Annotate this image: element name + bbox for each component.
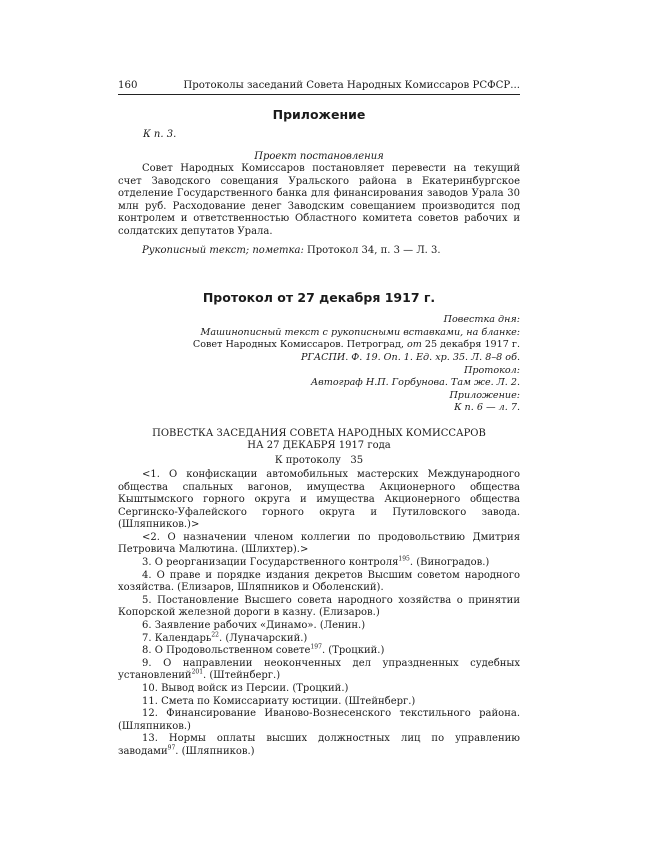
source-line-7: Приложение: xyxy=(449,389,520,401)
source-line-4: РГАСПИ. Ф. 19. Оп. 1. Ед. хр. 35. Л. 8–8 об. xyxy=(301,351,520,363)
to-protocol: К протоколу 35 xyxy=(274,454,364,466)
agenda-item: 4. О праве и порядке издания декретов Высшим советом народного хозяйства. (Елизаров, Шляпников и Оболенский). xyxy=(118,569,520,594)
agenda-item: 13. Нормы оплаты высших должностных лиц по управлению заводами$^{97}$. (Шляпников.) xyxy=(118,733,520,757)
agenda-item: <1. О конфискации автомобильных мастерских Международного общества спальных вагонов, имущества Акционерного общества Кыштымского горного округа и имущества Акционерного общества Сергинско-Уфалейского горного округа и Путиловского завода. (Шляпников.)> xyxy=(118,468,520,531)
running-header xyxy=(118,80,520,92)
agenda-title-1: ПОВЕСТКА ЗАСЕДАНИЯ СОВЕТА НАРОДНЫХ КОМИССАРОВ xyxy=(152,427,486,439)
source-line-3c: 25 декабря 1917 г. xyxy=(421,339,520,351)
agenda-item: 6. Заявление рабочих «Динамо». (Ленин.) xyxy=(142,620,366,632)
protocol-title: Протокол от 27 декабря 1917 г. xyxy=(202,290,436,306)
page-number: 160 xyxy=(118,80,138,91)
agenda-item: 11. Смета по Комиссариату юстиции. (Штейнберг.) xyxy=(142,695,416,707)
appendix-note xyxy=(118,245,520,258)
source-line-3a: Совет Народных Комиссаров. Петроград, xyxy=(192,339,407,351)
appendix-note-plain: Протокол 34, п. 3 — Л. 3. xyxy=(303,244,441,256)
document-page xyxy=(118,80,520,759)
source-line-2: Машинописный текст с рукописными вставками, на бланке: xyxy=(200,326,520,338)
source-line-8: К п. 6 — л. 7. xyxy=(454,402,520,414)
agenda-item: 8. О Продовольственном совете$^{197}$. (Троцкий.) xyxy=(142,643,385,657)
appendix-note-italic: Рукописный текст; пометка: xyxy=(142,244,304,256)
source-line-6: Автограф Н.П. Горбунова. Там же. Л. 2. xyxy=(310,377,520,389)
appendix-body: Совет Народных Комиссаров постановляет перевести на текущий счет Заводского совещания Уральского района в Екатеринбургское отделение Государственного банка для финансирования заводов Урала 30 млн руб. Расходование денег Заводским совещанием производится под контролем и ответственностью Областного комитета советов рабочих и солдатских депутатов Урала. xyxy=(118,163,520,237)
source-line-1: Повестка дня: xyxy=(443,314,520,326)
running-title: Протоколы заседаний Совета Народных Комиссаров РСФСР... xyxy=(183,80,520,91)
draft-title: Проект постановления xyxy=(254,151,384,162)
agenda-item: 3. О реорганизации Государственного контроля$^{195}$. (Виноградов.) xyxy=(142,555,490,569)
agenda-item: 5. Постановление Высшего совета народного хозяйства о принятии Копорской железной дороги в казну. (Елизаров.) xyxy=(118,594,520,619)
source-line-3b: от xyxy=(406,339,422,351)
agenda-item: 10. Вывод войск из Персии. (Троцкий.) xyxy=(142,683,349,694)
agenda-list xyxy=(118,469,520,759)
agenda-item: <2. О назначении членом коллегии по продовольствию Дмитрия Петровича Малютина. (Шлихтер).> xyxy=(118,531,520,556)
source-notes xyxy=(118,314,520,415)
agenda-item: 12. Финансирование Иваново-Вознесенского текстильного района. (Шляпников.) xyxy=(118,708,520,732)
source-line-5: Протокол: xyxy=(463,364,520,376)
agenda-title-2: НА 27 ДЕКАБРЯ 1917 года xyxy=(247,439,391,451)
appendix-ref: К п. 3. xyxy=(143,129,177,140)
agenda-item: 9. О направлении неоконченных дел упраздненных судебных установлений$^{201}$. (Штейнберг.) xyxy=(118,657,520,682)
appendix-title: Приложение xyxy=(272,107,366,122)
agenda-item: 7. Календарь$^{22}$. (Луначарский.) xyxy=(142,631,308,644)
source-line-3 xyxy=(118,339,520,352)
